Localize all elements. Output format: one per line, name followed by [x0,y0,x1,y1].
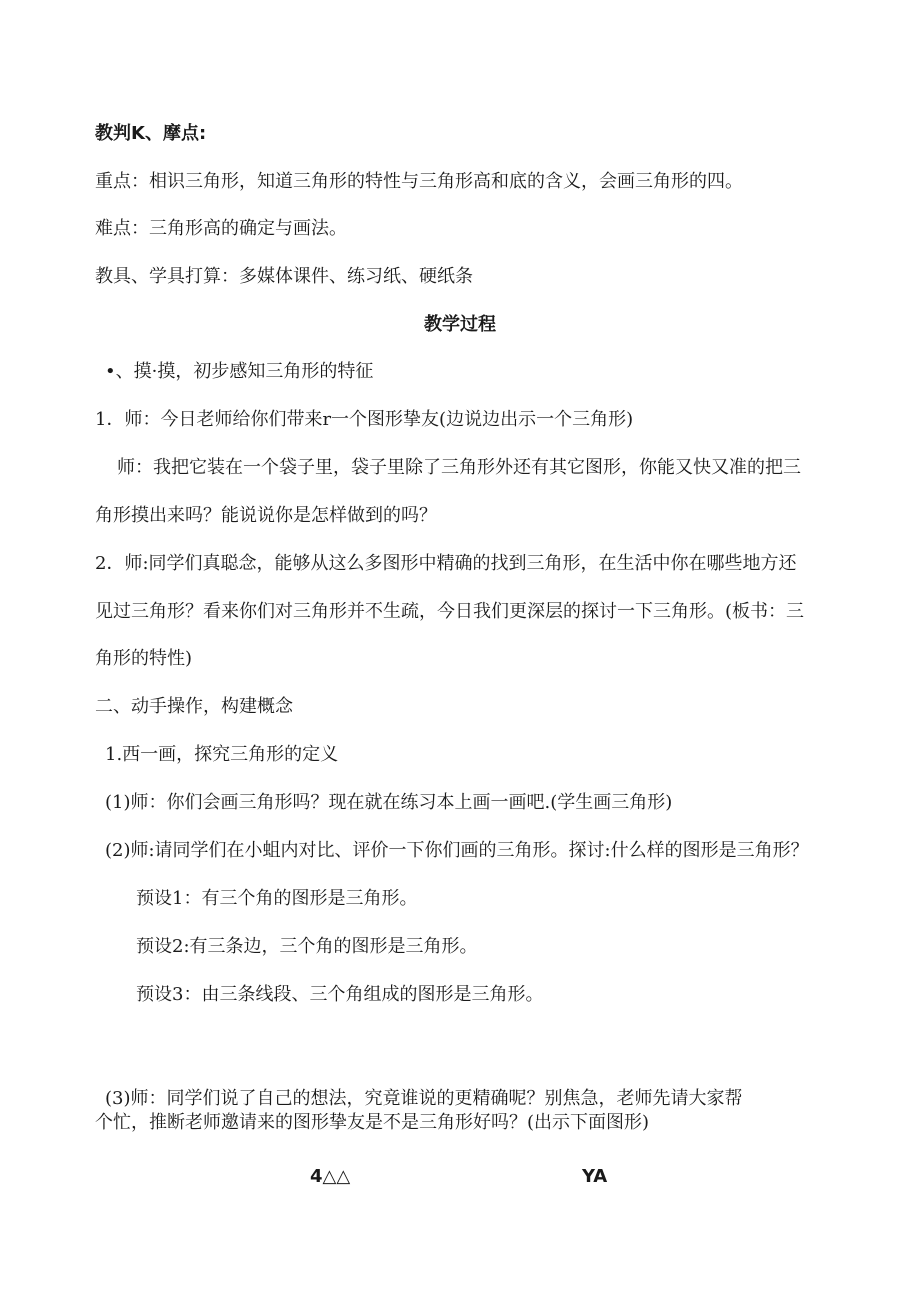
preset-2: 预设2:有三条边，三个角的图形是三角形。 [136,936,478,957]
part1-item1-cont-line2: 角形摸出来吗？能说说你是怎样做到的吗？ [95,505,437,526]
part2-sub1: 1.西一画，探究三角形的定义 [105,744,339,765]
part1-item1-cont-line1: 师：我把它装在一个袋子里，袋子里除了三角形外还有其它图形，你能又快又准的把三 [117,457,801,478]
section-heading: 教判K、摩点: [95,123,207,144]
process-title: 教学过程 [424,314,496,335]
figure-label-right: YA [582,1166,608,1187]
part1-item2-line1: 2．师:同学们真聪念，能够从这么多图形中精确的找到三角形，在生活中你在哪些地方还 [95,553,797,574]
part1-item1: 1．师：今日老师给你们带来r一个图形挚友(边说边出示一个三角形) [95,409,634,430]
part1-item2-line2: 见过三角形？看来你们对三角形并不生疏，今日我们更深层的探讨一下三角形。(板书：三 [95,601,805,622]
part1-item2-line3: 角形的特性) [95,648,193,669]
key-point: 重点：相识三角形，知道三角形的特性与三角形高和底的含义，会画三角形的四。 [95,171,743,192]
preset-3: 预设3：由三条线段、三个角组成的图形是三角形。 [136,984,544,1005]
teaching-tools: 教具、学具打算：多媒体课件、练习纸、硬纸条 [95,266,473,287]
preset-1: 预设1：有三个角的图形是三角形。 [136,888,418,909]
part2-question1: (1)师：你们会画三角形吗？现在就在练习本上画一画吧.(学生画三角形) [105,792,673,813]
part2-question3-line2: 个忙，推断老师邀请来的图形挚友是不是三角形好吗？(出示下面图形) [95,1112,650,1133]
part2-question3-line1: (3)师：同学们说了自己的想法，究竟谁说的更精确呢？别焦急，老师先请大家帮 [105,1088,743,1109]
part2-question2: (2)师:请同学们在小蛆内对比、评价一下你们画的三角形。探讨:什么样的图形是三角形？ [105,840,809,861]
figure-label-left: 4△△ [310,1166,351,1187]
part1-title: •、摸·摸，初步感知三角形的特征 [105,361,374,382]
difficult-point: 难点：三角形高的确定与画法。 [95,218,347,239]
part2-title: 二、动手操作，构建概念 [95,696,293,717]
